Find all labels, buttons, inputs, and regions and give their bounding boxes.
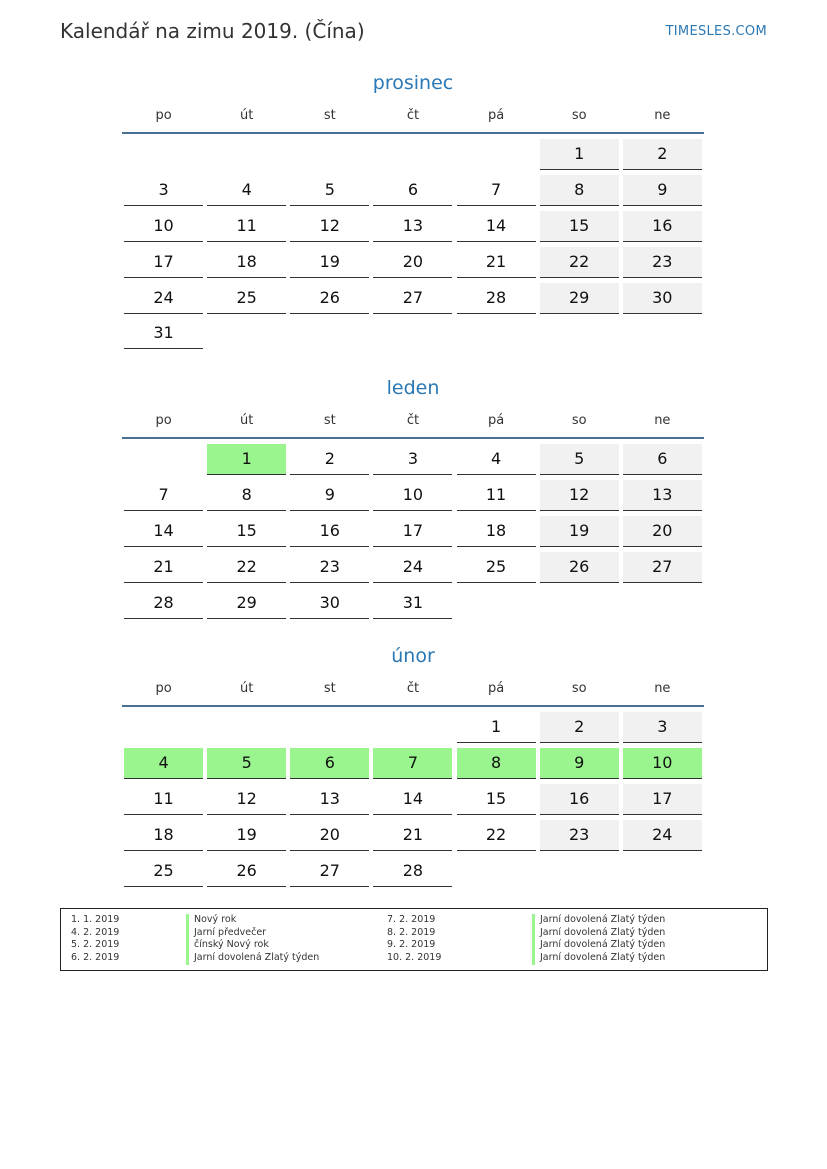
weekend-day-cell: 16 xyxy=(623,211,702,242)
week-row xyxy=(122,282,704,318)
week-row xyxy=(122,711,704,747)
weekend-day-cell: 6 xyxy=(623,444,702,475)
legend-holiday-name: Jarní dovolená Zlatý týden xyxy=(532,914,665,927)
weekend-day-cell: 20 xyxy=(623,516,702,547)
day-cell: 8 xyxy=(207,480,286,511)
day-cell: 14 xyxy=(124,516,203,547)
day-cell: 21 xyxy=(457,247,536,278)
legend-holiday-name: Jarní dovolená Zlatý týden xyxy=(532,927,665,940)
week-row xyxy=(122,174,704,210)
month-title: únor xyxy=(391,645,435,667)
header-divider xyxy=(122,705,704,707)
weekend-day-cell: 29 xyxy=(540,283,619,314)
day-cell: 6 xyxy=(373,175,452,206)
week-row xyxy=(122,587,704,623)
week-row xyxy=(122,246,704,282)
legend-holiday-name: Jarní dovolená Zlatý týden xyxy=(532,939,665,952)
legend-holiday-name: Jarní předvečer xyxy=(186,927,319,940)
empty-cell xyxy=(124,444,203,474)
day-cell: 24 xyxy=(373,552,452,583)
weekday-label: pá xyxy=(487,108,505,123)
empty-cell xyxy=(124,712,203,742)
empty-cell xyxy=(290,139,369,169)
month-february xyxy=(122,643,704,890)
day-cell: 31 xyxy=(373,588,452,619)
day-cell: 11 xyxy=(457,480,536,511)
day-grid xyxy=(122,711,704,890)
legend-dates-left xyxy=(71,914,119,965)
week-row xyxy=(122,479,704,515)
day-cell: 16 xyxy=(290,516,369,547)
day-cell: 18 xyxy=(457,516,536,547)
day-cell: 14 xyxy=(373,784,452,815)
legend-names-right xyxy=(532,914,665,965)
week-row xyxy=(122,210,704,246)
weekday-label: ne xyxy=(654,681,671,696)
day-cell: 27 xyxy=(290,856,369,887)
day-cell: 31 xyxy=(124,318,203,349)
legend-date: 10. 2. 2019 xyxy=(387,952,442,964)
weekend-day-cell: 17 xyxy=(623,784,702,815)
day-cell: 4 xyxy=(207,175,286,206)
weekend-day-cell: 3 xyxy=(623,712,702,743)
empty-cell xyxy=(373,139,452,169)
legend-date: 6. 2. 2019 xyxy=(71,952,120,964)
weekend-day-cell: 2 xyxy=(623,139,702,170)
header-divider xyxy=(122,437,704,439)
day-cell: 21 xyxy=(373,820,452,851)
holiday-day-cell: 6 xyxy=(290,748,369,779)
day-cell: 28 xyxy=(373,856,452,887)
legend-holiday-name: Nový rok xyxy=(186,914,319,927)
empty-cell xyxy=(373,318,452,348)
weekday-header xyxy=(122,681,704,705)
day-cell: 22 xyxy=(207,552,286,583)
weekend-day-cell: 19 xyxy=(540,516,619,547)
legend-date: 4. 2. 2019 xyxy=(71,926,120,938)
legend-date: 5. 2. 2019 xyxy=(71,939,120,951)
weekday-label: čt xyxy=(406,681,420,696)
day-cell: 15 xyxy=(457,784,536,815)
day-cell: 5 xyxy=(290,175,369,206)
empty-cell xyxy=(457,139,536,169)
empty-cell xyxy=(540,318,619,348)
empty-cell xyxy=(623,588,702,618)
holiday-day-cell: 1 xyxy=(207,444,286,475)
holiday-day-cell: 8 xyxy=(457,748,536,779)
holiday-day-cell: 9 xyxy=(540,748,619,779)
day-cell: 26 xyxy=(207,856,286,887)
weekend-day-cell: 12 xyxy=(540,480,619,511)
month-title: leden xyxy=(386,377,440,399)
week-row xyxy=(122,819,704,855)
day-cell: 3 xyxy=(373,444,452,475)
weekday-label: út xyxy=(240,413,254,428)
legend-dates-right xyxy=(387,914,441,965)
weekday-header xyxy=(122,413,704,437)
legend-date: 7. 2. 2019 xyxy=(387,914,436,925)
day-cell: 23 xyxy=(290,552,369,583)
day-grid xyxy=(122,443,704,622)
legend-holiday-name: Jarní dovolená Zlatý týden xyxy=(532,952,665,965)
day-cell: 21 xyxy=(124,552,203,583)
day-cell: 7 xyxy=(457,175,536,206)
legend-holiday-name: čínský Nový rok xyxy=(186,939,319,952)
weekday-label: ne xyxy=(654,413,671,428)
day-cell: 13 xyxy=(290,784,369,815)
legend-names-left xyxy=(186,914,319,965)
holiday-day-cell: 7 xyxy=(373,748,452,779)
weekend-day-cell: 27 xyxy=(623,552,702,583)
weekend-day-cell: 13 xyxy=(623,480,702,511)
day-cell: 30 xyxy=(290,588,369,619)
week-row xyxy=(122,317,704,353)
empty-cell xyxy=(124,139,203,169)
day-cell: 22 xyxy=(457,820,536,851)
day-cell: 29 xyxy=(207,588,286,619)
day-cell: 9 xyxy=(290,480,369,511)
weekday-label: st xyxy=(323,413,336,428)
empty-cell xyxy=(623,856,702,886)
weekday-label: po xyxy=(155,681,172,696)
weekend-day-cell: 23 xyxy=(540,820,619,851)
weekend-day-cell: 24 xyxy=(623,820,702,851)
weekend-day-cell: 23 xyxy=(623,247,702,278)
day-cell: 10 xyxy=(373,480,452,511)
weekend-day-cell: 16 xyxy=(540,784,619,815)
empty-cell xyxy=(207,139,286,169)
empty-cell xyxy=(457,588,536,618)
day-cell: 28 xyxy=(457,283,536,314)
day-cell: 2 xyxy=(290,444,369,475)
empty-cell xyxy=(290,318,369,348)
day-cell: 10 xyxy=(124,211,203,242)
weekday-label: čt xyxy=(406,108,420,123)
month-december xyxy=(122,70,704,353)
day-cell: 26 xyxy=(290,283,369,314)
month-january xyxy=(122,375,704,622)
weekday-header xyxy=(122,108,704,132)
page-title: Kalendář na zimu 2019. (Čína) xyxy=(60,19,365,43)
empty-cell xyxy=(457,318,536,348)
weekday-label: út xyxy=(240,108,254,123)
weekend-day-cell: 5 xyxy=(540,444,619,475)
week-row xyxy=(122,783,704,819)
day-cell: 19 xyxy=(207,820,286,851)
day-cell: 17 xyxy=(373,516,452,547)
weekday-label: út xyxy=(240,681,254,696)
week-row xyxy=(122,551,704,587)
month-title: prosinec xyxy=(372,72,454,94)
weekday-label: pá xyxy=(487,681,505,696)
weekday-label: st xyxy=(323,681,336,696)
empty-cell xyxy=(207,318,286,348)
legend-date: 1. 1. 2019 xyxy=(71,914,120,925)
day-grid xyxy=(122,138,704,353)
weekend-day-cell: 15 xyxy=(540,211,619,242)
day-cell: 25 xyxy=(207,283,286,314)
day-cell: 1 xyxy=(457,712,536,743)
day-cell: 3 xyxy=(124,175,203,206)
holiday-legend xyxy=(60,908,768,971)
empty-cell xyxy=(540,588,619,618)
day-cell: 12 xyxy=(290,211,369,242)
weekend-day-cell: 22 xyxy=(540,247,619,278)
empty-cell xyxy=(290,712,369,742)
weekend-day-cell: 26 xyxy=(540,552,619,583)
day-cell: 25 xyxy=(124,856,203,887)
week-row xyxy=(122,747,704,783)
day-cell: 14 xyxy=(457,211,536,242)
week-row xyxy=(122,515,704,551)
day-cell: 13 xyxy=(373,211,452,242)
day-cell: 20 xyxy=(290,820,369,851)
empty-cell xyxy=(207,712,286,742)
day-cell: 12 xyxy=(207,784,286,815)
week-row xyxy=(122,138,704,174)
weekday-label: po xyxy=(155,108,172,123)
weekday-label: pá xyxy=(487,413,505,428)
day-cell: 11 xyxy=(207,211,286,242)
day-cell: 27 xyxy=(373,283,452,314)
day-cell: 7 xyxy=(124,480,203,511)
empty-cell xyxy=(540,856,619,886)
day-cell: 18 xyxy=(207,247,286,278)
weekday-label: po xyxy=(155,413,172,428)
day-cell: 24 xyxy=(124,283,203,314)
weekday-label: st xyxy=(323,108,336,123)
day-cell: 4 xyxy=(457,444,536,475)
legend-date: 8. 2. 2019 xyxy=(387,926,436,938)
weekday-label: so xyxy=(571,413,587,428)
day-cell: 20 xyxy=(373,247,452,278)
weekday-label: so xyxy=(571,681,587,696)
site-link[interactable]: TIMESLES.COM xyxy=(665,24,767,39)
day-cell: 15 xyxy=(207,516,286,547)
day-cell: 18 xyxy=(124,820,203,851)
weekend-day-cell: 9 xyxy=(623,175,702,206)
day-cell: 19 xyxy=(290,247,369,278)
weekend-day-cell: 1 xyxy=(540,139,619,170)
weekday-label: čt xyxy=(406,413,420,428)
weekday-label: ne xyxy=(654,108,671,123)
day-cell: 28 xyxy=(124,588,203,619)
day-cell: 11 xyxy=(124,784,203,815)
legend-holiday-name: Jarní dovolená Zlatý týden xyxy=(186,952,319,965)
holiday-day-cell: 10 xyxy=(623,748,702,779)
week-row xyxy=(122,855,704,891)
empty-cell xyxy=(457,856,536,886)
weekend-day-cell: 8 xyxy=(540,175,619,206)
empty-cell xyxy=(623,318,702,348)
weekend-day-cell: 30 xyxy=(623,283,702,314)
header-divider xyxy=(122,132,704,134)
weekend-day-cell: 2 xyxy=(540,712,619,743)
weekday-label: so xyxy=(571,108,587,123)
legend-date: 9. 2. 2019 xyxy=(387,939,436,951)
empty-cell xyxy=(373,712,452,742)
day-cell: 17 xyxy=(124,247,203,278)
week-row xyxy=(122,443,704,479)
day-cell: 25 xyxy=(457,552,536,583)
holiday-day-cell: 4 xyxy=(124,748,203,779)
holiday-day-cell: 5 xyxy=(207,748,286,779)
